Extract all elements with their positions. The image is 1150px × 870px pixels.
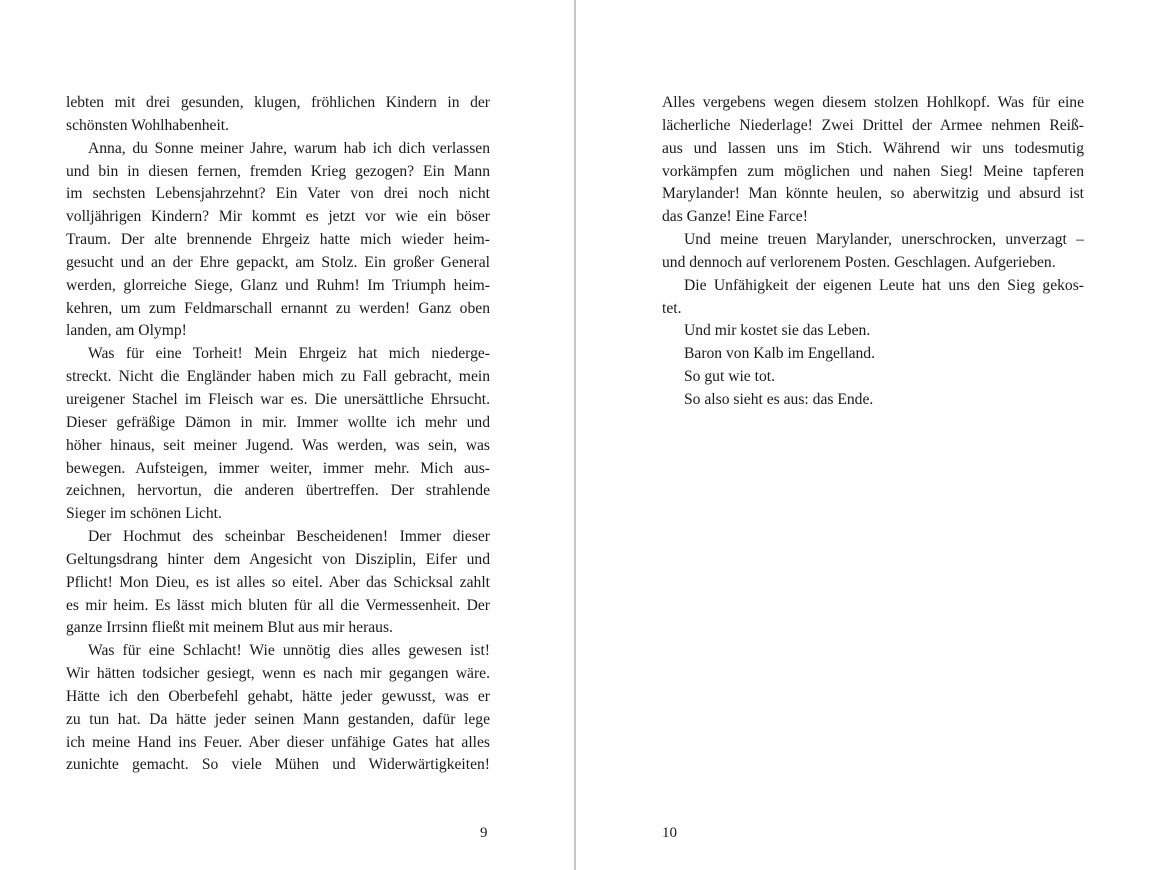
text-line: bewegen. Aufsteigen, immer weiter, immer mehr. Mich aus-: [66, 459, 490, 477]
text-line: zeichnen, hervortun, die anderen übertreffen. Der strahlende: [66, 482, 490, 500]
text-line: Marylander! Man könnte heulen, so aberwitzig und absurd ist: [662, 185, 1084, 203]
text-line: So also sieht es aus: das Ende.: [684, 390, 874, 408]
text-line: und dennoch auf verlorenem Posten. Geschlagen. Aufgerieben.: [662, 253, 1056, 271]
text-line: Anna, du Sonne meiner Jahre, warum hab ich dich verlassen: [88, 139, 490, 157]
text-line: höher hinaus, seit meiner Jugend. Was werden, was sein, was: [66, 436, 490, 454]
text-line: Pflicht! Mon Dieu, es ist alles so eitel. Aber das Schicksal zahlt: [66, 573, 490, 591]
page-number-right: 10: [662, 825, 677, 841]
text-line: landen, am Olymp!: [66, 322, 187, 340]
text-line: Wir hätten todsicher gesiegt, wenn es nach mir gegangen wäre.: [66, 665, 490, 683]
text-line: Baron von Kalb im Engelland.: [684, 345, 875, 363]
text-line: lächerliche Niederlage! Zwei Drittel der Armee nehmen Reiß-: [662, 116, 1084, 134]
page-gutter: [574, 0, 576, 870]
text-line: Und mir kostet sie das Leben.: [684, 322, 871, 340]
page-number-left: 9: [480, 825, 488, 841]
text-line: lebten mit drei gesunden, klugen, fröhlichen Kindern in der: [66, 94, 490, 111]
text-line: volljährigen Kindern? Mir kommt es jetzt vor wie ein böser: [66, 208, 490, 226]
left-page-text: [66, 92, 490, 777]
right-page-text: [662, 92, 1084, 412]
text-line: werden, glorreiche Siege, Glanz und Ruhm! Im Triumph heim-: [66, 276, 490, 294]
text-line: vorkämpfen zum möglichen und nahen Sieg! Meine tapferen: [662, 162, 1084, 180]
text-line: kehren, um zum Feldmarschall ernannt zu werden! Ganz oben: [66, 299, 490, 317]
text-line: Dieser gefräßige Dämon in mir. Immer wollte ich mehr und: [66, 413, 490, 431]
text-line: das Ganze! Eine Farce!: [662, 208, 808, 226]
text-line: tet.: [662, 299, 682, 317]
text-line: ureigener Stachel im Fleisch war es. Die unersättliche Ehrsucht.: [66, 390, 490, 408]
text-line: zunichte gemacht. So viele Mühen und Widerwärtigkeiten!: [66, 756, 490, 774]
text-line: aus und lassen uns im Stich. Während wir uns todesmutig: [662, 139, 1084, 157]
text-line: zu tun hat. Da hätte jeder seinen Mann gestanden, dafür lege: [66, 710, 490, 728]
text-line: Der Hochmut des scheinbar Bescheidenen! Immer dieser: [88, 528, 490, 546]
text-line: Sieger im schönen Licht.: [66, 505, 222, 523]
text-line: Was für eine Torheit! Mein Ehrgeiz hat mich niederge-: [88, 345, 490, 363]
text-line: Traum. Der alte brennende Ehrgeiz hatte mich wieder heim-: [66, 231, 490, 249]
text-line: und bin in diesen fernen, fremden Krieg gezogen? Ein Mann: [66, 162, 490, 180]
text-line: schönsten Wohlhabenheit.: [66, 116, 230, 134]
text-line: Geltungsdrang hinter dem Angesicht von Disziplin, Eifer und: [66, 550, 490, 568]
text-line: Hätte ich den Oberbefehl gehabt, hätte jeder gewusst, was er: [66, 687, 490, 705]
text-line: So gut wie tot.: [684, 368, 775, 386]
text-line: Und meine treuen Marylander, unerschrocken, unverzagt –: [684, 231, 1084, 249]
text-line: im sechsten Lebensjahrzehnt? Ein Vater von drei noch nicht: [66, 185, 490, 203]
text-line: ich meine Hand ins Feuer. Aber dieser unfähige Gates hat alles: [66, 733, 490, 751]
text-line: Was für eine Schlacht! Wie unnötig dies alles gewesen ist!: [88, 642, 490, 660]
text-line: ganze Irrsinn fließt mit meinem Blut aus mir heraus.: [66, 619, 393, 637]
text-line: gesucht und an der Ehre gepackt, am Stolz. Ein großer General: [66, 253, 490, 271]
text-line: streckt. Nicht die Engländer haben mich zu Fall gebracht, mein: [66, 368, 490, 386]
text-line: Alles vergebens wegen diesem stolzen Hohlkopf. Was für eine: [662, 94, 1084, 111]
text-line: Die Unfähigkeit der eigenen Leute hat uns den Sieg gekos-: [684, 276, 1084, 294]
text-line: es mir heim. Es lässt mich bluten für all die Vermessenheit. Der: [66, 596, 490, 614]
